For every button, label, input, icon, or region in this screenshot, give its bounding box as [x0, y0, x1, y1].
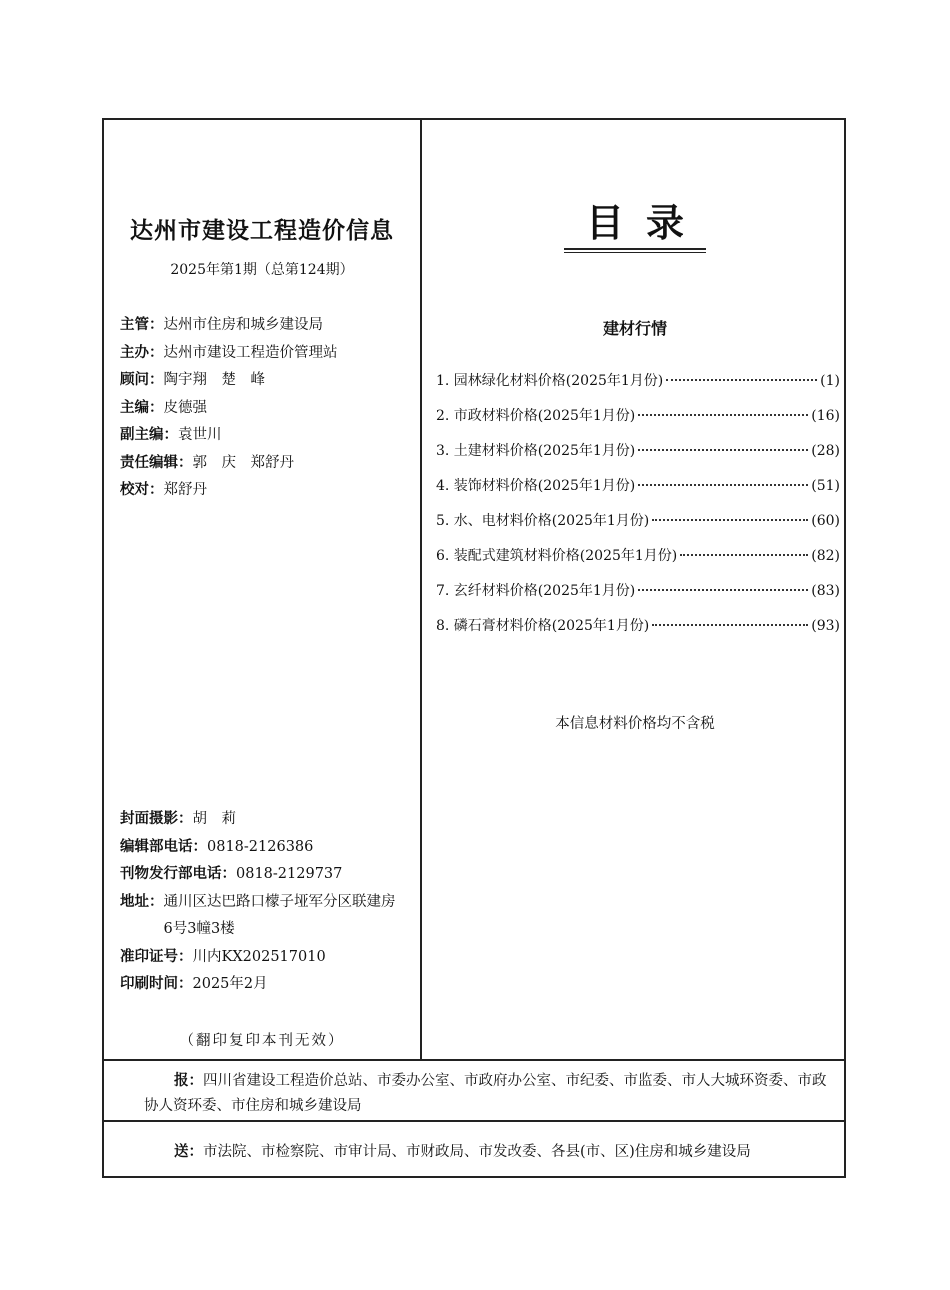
report-text: 四川省建设工程造价总站、市委办公室、市政府办公室、市纪委、市监委、市人大城环资委、市政协人资环委、市住房和城乡建设局 — [144, 1073, 827, 1114]
photo-credit — [120, 806, 416, 834]
print-time — [120, 971, 416, 999]
credit-row — [120, 450, 410, 478]
credit-value: 郭 庆 郑舒丹 — [192, 454, 294, 471]
toc-entry-page: (1) — [820, 373, 840, 389]
production-info — [120, 806, 416, 999]
toc-entry-page: (83) — [811, 583, 840, 599]
credit-label: 主编： — [120, 399, 164, 416]
permit-label: 准印证号： — [120, 948, 193, 965]
toc-entry[interactable] — [436, 440, 840, 475]
send-recipients — [104, 1122, 848, 1178]
credit-value: 陶宇翔 楚 峰 — [163, 372, 265, 388]
credit-row — [120, 367, 410, 395]
toc-entry[interactable] — [436, 580, 840, 615]
toc-entry[interactable] — [436, 615, 840, 650]
report-label: 报： — [174, 1073, 203, 1089]
editorial-phone-label: 编辑部电话： — [120, 838, 207, 855]
photo-label: 封面摄影： — [120, 811, 193, 827]
toc-entry-title: 1. 园林绿化材料价格(2025年1月份) — [436, 373, 664, 389]
credit-label: 主办： — [120, 344, 164, 361]
toc-entry-page: (93) — [811, 618, 840, 634]
toc-entry-title: 3. 土建材料价格(2025年1月份) — [436, 443, 636, 459]
print-time-label: 印刷时间： — [120, 976, 193, 992]
credit-value: 达州市建设工程造价管理站 — [163, 344, 338, 361]
editorial-phone-value: 0818-2126386 — [207, 838, 314, 855]
toc-entry-title: 7. 玄纤材料价格(2025年1月份) — [436, 583, 636, 599]
credit-row — [120, 422, 410, 450]
permit-value: 川内KX202517010 — [192, 948, 326, 965]
column-divider — [420, 120, 422, 1059]
distribution-phone — [120, 861, 416, 889]
toc-section-heading: 建材行情 — [602, 319, 667, 338]
address — [120, 889, 416, 944]
toc-entry-page: (16) — [811, 408, 840, 424]
toc-entry-title: 4. 装饰材料价格(2025年1月份) — [436, 478, 636, 494]
leader-dots — [652, 519, 808, 521]
toc-entry-page: (60) — [811, 513, 840, 529]
credit-label: 校对： — [120, 482, 164, 498]
toc-title-underline-thin — [564, 252, 706, 253]
toc-entry-title: 2. 市政材料价格(2025年1月份) — [436, 408, 636, 424]
toc-entry-page: (51) — [811, 478, 840, 494]
credit-value: 郑舒丹 — [163, 482, 207, 498]
toc-list — [436, 370, 840, 650]
leader-dots — [638, 589, 808, 591]
credit-label: 主管： — [120, 317, 164, 333]
toc-entry[interactable] — [436, 510, 840, 545]
credit-value: 袁世川 — [178, 427, 222, 443]
leader-dots — [666, 379, 817, 381]
copy-notice: （翻印复印本刊无效） — [179, 1033, 345, 1049]
distribution-phone-label: 刊物发行部电话： — [120, 866, 236, 882]
credit-row — [120, 477, 410, 505]
credit-row — [120, 312, 410, 340]
address-value: 通川区达巴路口檬子垭军分区联建房6号3幢3楼 — [163, 893, 396, 937]
report-recipients — [104, 1061, 848, 1120]
toc-entry-page: (82) — [811, 548, 840, 564]
credits-list — [120, 312, 410, 505]
toc-title: 目录 — [585, 201, 706, 245]
leader-dots — [638, 449, 808, 451]
toc-entry-title: 6. 装配式建筑材料价格(2025年1月份) — [436, 548, 678, 564]
document-frame — [102, 118, 846, 1178]
address-label: 地址： — [120, 893, 164, 910]
print-time-value: 2025年2月 — [192, 976, 268, 992]
send-label: 送： — [174, 1144, 203, 1160]
leader-dots — [638, 484, 808, 486]
credit-row — [120, 395, 410, 423]
credit-value: 达州市住房和城乡建设局 — [163, 317, 323, 333]
toc-entry[interactable] — [436, 545, 840, 580]
issue-number: 2025年第1期（总第124期） — [170, 262, 354, 278]
toc-entry[interactable] — [436, 405, 840, 440]
toc-title-underline — [564, 248, 706, 250]
editorial-phone — [120, 834, 416, 862]
distribution-phone-value: 0818-2129737 — [236, 866, 343, 882]
toc-entry-title: 5. 水、电材料价格(2025年1月份) — [436, 513, 650, 529]
photo-value: 胡 莉 — [192, 811, 236, 827]
print-permit — [120, 944, 416, 972]
leader-dots — [652, 624, 808, 626]
toc-entry[interactable] — [436, 370, 840, 405]
credit-row — [120, 340, 410, 368]
leader-dots — [680, 554, 808, 556]
toc-entry-title: 8. 磷石膏材料价格(2025年1月份) — [436, 618, 650, 634]
leader-dots — [638, 414, 808, 416]
tax-note: 本信息材料价格均不含税 — [555, 716, 715, 732]
toc-entry-page: (28) — [811, 443, 840, 459]
credit-label: 顾问： — [120, 372, 164, 388]
credit-value: 皮德强 — [163, 399, 207, 416]
credit-label: 副主编： — [120, 427, 178, 443]
credit-label: 责任编辑： — [120, 454, 193, 471]
toc-entry[interactable] — [436, 475, 840, 510]
journal-title: 达州市建设工程造价信息 — [130, 218, 394, 244]
send-text: 市法院、市检察院、市审计局、市财政局、市发改委、各县(市、区)住房和城乡建设局 — [203, 1144, 751, 1160]
